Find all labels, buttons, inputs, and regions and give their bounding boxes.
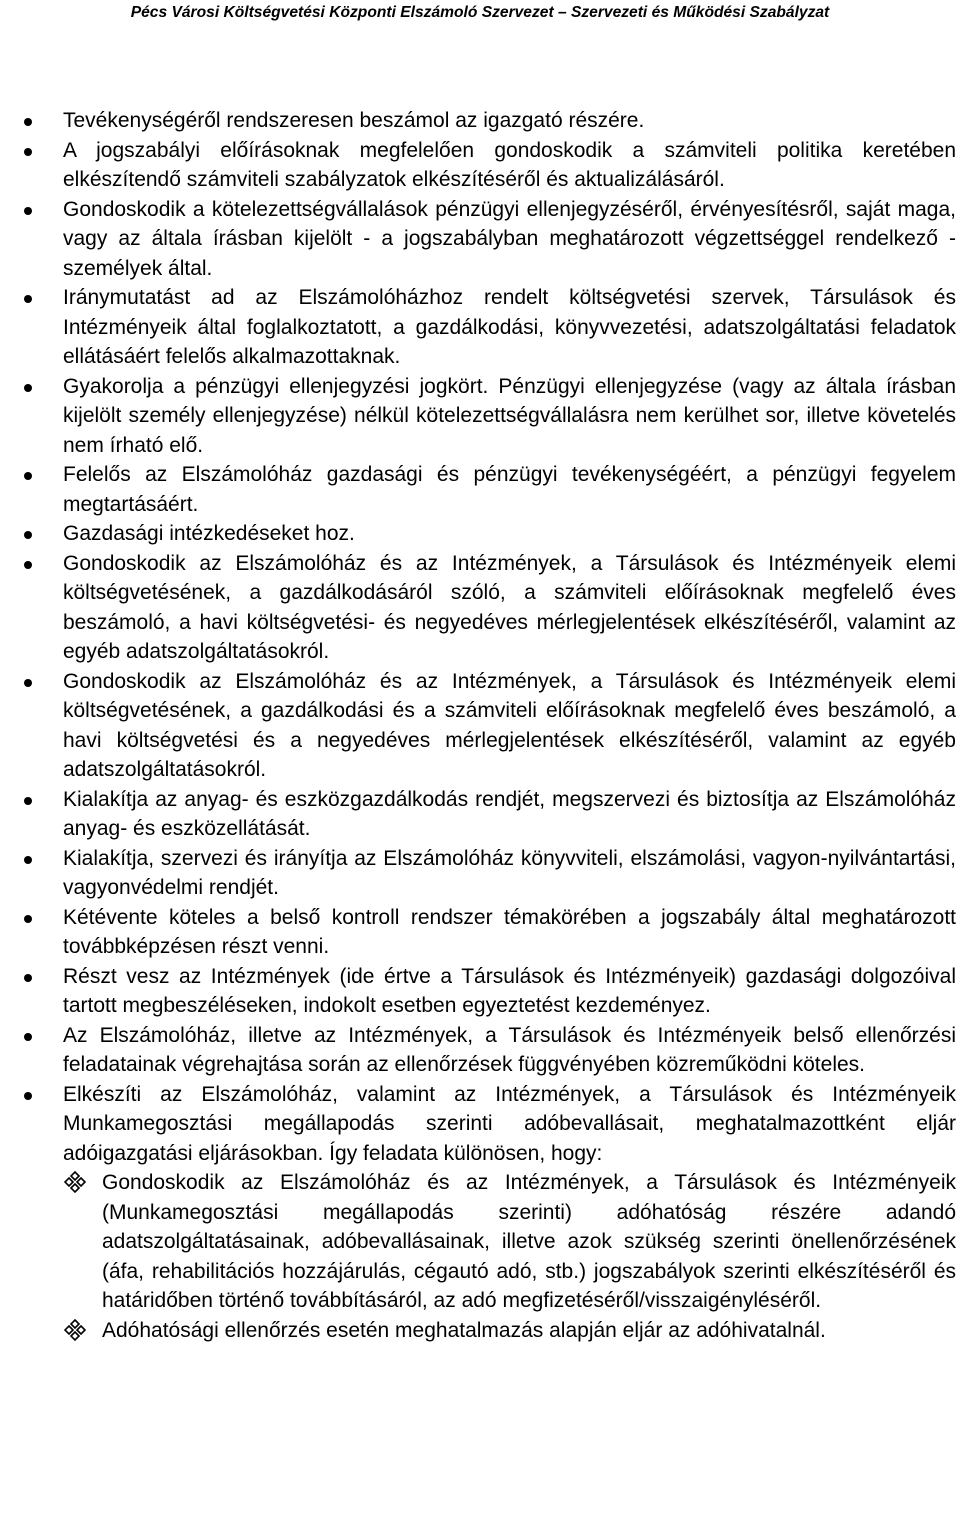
- bullet-icon: [24, 472, 32, 480]
- list-item: [0, 844, 956, 903]
- bullet-icon: [24, 856, 32, 864]
- list-item: [0, 549, 956, 667]
- bullet-icon: [24, 384, 32, 392]
- bullet-list: [0, 106, 960, 1168]
- list-item-text: Elkészíti az Elszámolóház, valamint az Intézmények, a Társulások és Intézményeik Munkamegosztási megállapodás szerinti adóbevallásait, meghatalmazottként eljár adóigazgatási eljárásokban. Így feladata különösen, hogy:: [63, 1082, 956, 1165]
- bullet-icon: [24, 118, 32, 126]
- list-item-text: Gondoskodik az Elszámolóház és az Intézmények, a Társulások és Intézményeik elemi költségvetésének, a gazdálkodásáról szóló, a számviteli előírásoknak megfelelő éves beszámoló, a havi költségvetési- és negyedéves mérlegjelentések elkészítéséről, valamint az egyéb adatszolgáltatásokról.: [63, 551, 956, 663]
- bullet-icon: [24, 797, 32, 805]
- four-diamond-icon: [64, 1171, 86, 1193]
- four-diamond-icon: [64, 1319, 86, 1341]
- list-item-text: Gazdasági intézkedéseket hoz.: [63, 522, 355, 545]
- list-item: [0, 195, 956, 284]
- list-item-text: Részt vesz az Intézmények (ide értve a Társulások és Intézményeik) gazdasági dolgozóival tartott megbeszéléseken, indokolt esetben egyeztetést kezdeményez.: [63, 964, 956, 1017]
- list-item-text: Gondoskodik az Elszámolóház és az Intézmények, a Társulások és Intézményeik elemi költségvetésének, a gazdálkodási és a számviteli előírásoknak megfelelő éves beszámoló, a havi költségvetési és a negyedéves mérlegjelentések elkészítéséről, valamint az egyéb adatszolgáltatásokról.: [63, 669, 956, 781]
- list-item: [0, 903, 956, 962]
- list-item-text: Gyakorolja a pénzügyi ellenjegyzési jogkört. Pénzügyi ellenjegyzése (vagy az általa írásban kijelölt személy ellenjegyzése) nélkül kötelezettségvállalásra nem kerülhet sor, illetve követelés nem írható elő.: [63, 374, 956, 457]
- list-item: [0, 283, 956, 372]
- bullet-icon: [24, 1092, 32, 1100]
- list-item: [0, 785, 956, 844]
- list-item-text: Gondoskodik a kötelezettségvállalások pénzügyi ellenjegyzéséről, érvényesítésről, saját maga, vagy az általa írásban kijelölt - a jogszabályban meghatározott végzettséggel rendelkező - személyek által.: [63, 197, 956, 280]
- list-item-text: Kialakítja az anyag- és eszközgazdálkodás rendjét, megszervezi és biztosítja az Elszámolóház anyag- és eszközellátását.: [63, 787, 956, 840]
- list-item: [0, 136, 956, 195]
- list-item-text: Az Elszámolóház, illetve az Intézmények, a Társulások és Intézményeik belső ellenőrzési feladatainak végrehajtása során az ellenőrzések függvényében közreműködni köteles.: [63, 1023, 956, 1076]
- list-item: [0, 667, 956, 785]
- list-item: [0, 460, 956, 519]
- list-item-text: Tevékenységéről rendszeresen beszámol az igazgató részére.: [63, 109, 645, 132]
- list-item: [0, 1021, 956, 1080]
- sub-bullet-list: [0, 1168, 960, 1345]
- list-item-text: Felelős az Elszámolóház gazdasági és pénzügyi tevékenységéért, a pénzügyi fegyelem megtartásáért.: [63, 463, 956, 516]
- bullet-icon: [24, 531, 32, 539]
- list-item-text: Iránymutatást ad az Elszámolóházhoz rendelt költségvetési szervek, Társulások és Intézményeik által foglalkoztatott, a gazdálkodási, könyvvezetési, adatszolgáltatási feladatok ellátásáért felelős alkalmazottaknak.: [63, 286, 956, 368]
- bullet-icon: [24, 561, 32, 569]
- bullet-icon: [24, 148, 32, 156]
- list-item: [0, 1080, 956, 1169]
- bullet-icon: [24, 679, 32, 687]
- bullet-icon: [24, 1033, 32, 1041]
- list-item: [0, 962, 956, 1021]
- bullet-icon: [24, 974, 32, 982]
- list-item-text: Kialakítja, szervezi és irányítja az Elszámolóház könyvviteli, elszámolási, vagyon-nyilvántartási, vagyonvédelmi rendjét.: [63, 846, 956, 899]
- sub-list-item-text: Adóhatósági ellenőrzés esetén meghatalmazás alapján eljár az adóhivatalnál.: [102, 1318, 826, 1342]
- sub-list-item-text: Gondoskodik az Elszámolóház és az Intézmények, a Társulások és Intézményeik (Munkamegosztási megállapodás szerinti) adóhatóság részére adandó adatszolgáltatásainak, adóbevallásainak, illetve azok szükség szerinti önellenőrzésének (áfa, rehabilitációs hozzájárulás, cégautó adó, stb.) jogszabályok szerinti elkészítéséről és határidőben történő továbbításáról, az adó megfizetéséről/visszaigényléséről.: [102, 1171, 956, 1312]
- bullet-icon: [24, 915, 32, 923]
- bullet-icon: [24, 295, 32, 303]
- sub-list-item: [0, 1316, 956, 1346]
- page-header: Pécs Városi Költségvetési Központi Elszámoló Szervezet – Szervezeti és Működési Szabályzat: [130, 4, 830, 21]
- document-body: [0, 106, 960, 1345]
- list-item: [0, 106, 956, 136]
- list-item-text: Kétévente köteles a belső kontroll rendszer témakörében a jogszabály által meghatározott továbbképzésen részt venni.: [63, 905, 956, 958]
- list-item: [0, 372, 956, 461]
- list-item: [0, 519, 956, 549]
- sub-list-item: [0, 1168, 956, 1316]
- bullet-icon: [24, 207, 32, 215]
- list-item-text: A jogszabályi előírásoknak megfelelően gondoskodik a számviteli politika keretében elkészítendő számviteli szabályzatok elkészítéséről és aktualizálásáról.: [63, 138, 956, 191]
